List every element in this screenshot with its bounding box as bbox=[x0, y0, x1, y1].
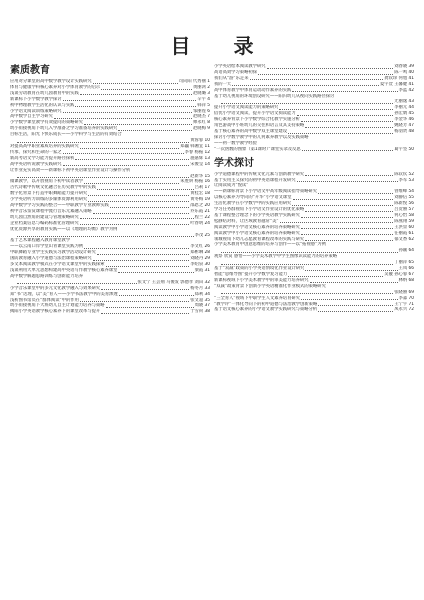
toc-entry-page: 16 bbox=[204, 179, 210, 185]
toc-entry-title: 观察 欣赏 感悟——小学美术教学中学生图像识读能力的培养策略 bbox=[214, 254, 338, 260]
toc-entry-page: 70 bbox=[408, 295, 414, 301]
toc-entry-author: 杨冬月 bbox=[190, 285, 204, 291]
toc-entry-author-page bbox=[195, 233, 210, 239]
toc-entry-author-page bbox=[394, 129, 414, 135]
toc-entry-page: 10 bbox=[204, 138, 210, 144]
toc-entry-title: 以核心素养为导向的“升华”小学语文课堂 bbox=[214, 195, 292, 201]
toc-entry-author: 赵新华 bbox=[190, 173, 204, 179]
toc-entry-title: 基于课程整合理念下的小学英语教学实践研究 bbox=[214, 212, 300, 218]
toc-entry-page: 6 bbox=[207, 108, 210, 114]
toc-entry-author: 杨羽贤 bbox=[394, 128, 408, 134]
toc-dot-leader bbox=[84, 120, 192, 125]
toc-entry-author: 李蓝 bbox=[398, 87, 408, 93]
toc-entry-page: 20 bbox=[204, 203, 210, 209]
toc-entry-page: 41 bbox=[408, 81, 414, 87]
toc-entry-page: 48 bbox=[408, 128, 414, 134]
toc-entry-title: 新课标视域下小学美术教学中的审美能力培养研究 bbox=[214, 277, 309, 283]
toc-dot-leader bbox=[250, 76, 384, 81]
toc-dot-leader bbox=[305, 123, 393, 128]
toc-entry[interactable] bbox=[214, 147, 414, 153]
toc-dot-leader bbox=[293, 195, 394, 200]
toc-entry-page: 22 bbox=[204, 214, 210, 220]
toc-entry-title: 小学道德课程中的传统文化元素与创新教学研究 bbox=[214, 171, 305, 177]
toc-entry-page: 29 bbox=[204, 256, 210, 262]
toc-entry-author: 王洪显 bbox=[394, 224, 408, 230]
toc-entry-title: 优化资源共享的教育实践——以《地理的均衡》教学为例 bbox=[10, 226, 118, 232]
toc-dot-leader bbox=[80, 221, 190, 226]
toc-dot-leader bbox=[310, 278, 398, 283]
toc-dot-leader bbox=[110, 203, 189, 208]
toc-entry-author: 孙颖 bbox=[398, 248, 408, 254]
toc-entry-title: 高中数学解题思路训练与创新能力培养 bbox=[10, 273, 84, 279]
toc-dot-leader bbox=[301, 213, 393, 218]
toc-entry-title: 幼小衔接视角下幼儿入学准备之学习准备培养的实践研究 bbox=[10, 126, 118, 132]
toc-dot-leader bbox=[119, 292, 194, 297]
toc-entry-page: 72 bbox=[408, 307, 414, 313]
toc-entry-title: 学习任务群视角下小学语文作业设计的优化策略 bbox=[214, 207, 305, 213]
toc-entry-title: 基于幼儿视角的环境创设研究——阳归幼儿从视向实践路径探讨 bbox=[214, 93, 335, 99]
toc-dot-leader bbox=[305, 237, 393, 242]
toc-entry-page: 55 bbox=[408, 195, 414, 201]
toc-entry-page: 39 bbox=[408, 64, 414, 69]
toc-dot-leader bbox=[305, 266, 397, 271]
toc-entry-page: 5 bbox=[207, 102, 210, 108]
toc-entry-page: 37 bbox=[204, 303, 210, 309]
toc-entry-page: 57 bbox=[408, 207, 414, 213]
toc-dot-leader bbox=[288, 129, 393, 134]
toc-entry-page: 17 bbox=[204, 185, 210, 191]
toc-dot-leader bbox=[80, 91, 192, 96]
toc-entry-title: 微课教学，以开放视角下初中读者教学 bbox=[10, 179, 84, 185]
toc-entry-author: 李文红 bbox=[190, 244, 204, 250]
toc-entry-title: 高中体育教学中体育运动动作素养的实践 bbox=[214, 87, 292, 93]
toc-entry-author: 李茂 bbox=[194, 232, 204, 238]
toc-entry-author-page bbox=[399, 178, 414, 184]
toc-entry-page: 34 bbox=[204, 291, 210, 297]
left-entry-list bbox=[10, 79, 210, 315]
toc-dot-leader bbox=[267, 64, 394, 69]
toc-entry-author: 王宁宇 bbox=[394, 301, 408, 307]
toc-dot-leader bbox=[101, 286, 189, 291]
toc-entry-title: 体育与健康学科核心素养对小学体育教学的启示 bbox=[10, 84, 101, 90]
toc-entry-author: 郑巍 韩湘宜 bbox=[180, 143, 204, 149]
toc-dot-leader bbox=[63, 150, 184, 155]
toc-entry-title: 小学数学课堂教学有效提问的策略研究 bbox=[10, 120, 84, 126]
toc-entry-title: 目标生活，阳光下快乐成长——小学科学与生活的有效结合 bbox=[10, 132, 122, 138]
toc-entry-page: 2 bbox=[207, 84, 210, 90]
toc-entry-title: 小学英语听力训练的多媒体资源利用研究 bbox=[10, 197, 88, 203]
toc-entry-title: 浅谈劳动教育在幼儿园教育中的实践 bbox=[10, 90, 79, 96]
section-heading-academic-discussion: 学术探讨 bbox=[214, 157, 254, 169]
toc-dot-leader bbox=[318, 307, 393, 312]
toc-dot-leader bbox=[101, 309, 189, 314]
toc-entry-author-page bbox=[399, 278, 414, 284]
toc-entry-author: 吕贺丽 bbox=[394, 207, 408, 213]
toc-entry-page: 15 bbox=[204, 173, 210, 179]
toc-entry-author: 施嘉辉 bbox=[190, 155, 204, 161]
toc-dot-leader bbox=[297, 111, 394, 116]
toc-entry-author: 孙宏婧 bbox=[394, 111, 408, 117]
toc-entry-author: 龚钦珍 何旭 bbox=[384, 75, 408, 81]
toc-entry-author: 梁霞 bbox=[194, 268, 204, 273]
right-column bbox=[214, 64, 414, 313]
toc-dot-leader bbox=[80, 144, 180, 149]
toc-dot-leader bbox=[17, 280, 137, 285]
toc-entry-author: 张文超 bbox=[190, 297, 204, 303]
toc-entry-author: 陈钦钦 bbox=[394, 171, 408, 177]
toc-entry-author: 帅永红 bbox=[193, 120, 206, 126]
toc-entry-author-page bbox=[399, 88, 414, 94]
toc-entry-title: 新课标下小学数学教学探讨 bbox=[10, 96, 62, 102]
toc-entry-title: 角色游戏中小班幼儿的交往和语言及其支持策略 bbox=[214, 123, 305, 129]
toc-entry-page: 38 bbox=[204, 309, 210, 315]
toc-entry-title: 基于艺术课程融入教育课堂教学 bbox=[10, 238, 71, 244]
toc-dot-leader bbox=[318, 189, 393, 194]
toc-entry-author: 尤丽逸 bbox=[394, 99, 408, 105]
toc-entry-title: “三全育人”视域下中职学生人文素养培育研究 bbox=[214, 295, 301, 301]
toc-entry-title: 企业档案信息与编码标准化管理研究 bbox=[10, 220, 79, 226]
toc-entry-page: 18 bbox=[204, 191, 210, 197]
toc-entry-author: 邵恩之 bbox=[190, 203, 204, 209]
toc-entry-page: 50 bbox=[408, 146, 414, 152]
toc-dot-leader bbox=[80, 298, 189, 303]
section-heading-quality-education: 素质教育 bbox=[10, 65, 50, 76]
toc-entry-page: 58 bbox=[408, 212, 414, 218]
toc-entry-title: 核心素养背景下小学数学综合化教学实施分析 bbox=[214, 117, 300, 123]
toc-entry-page: 7 bbox=[207, 114, 210, 120]
toc-entry-author: 李淼 bbox=[398, 295, 408, 301]
toc-entry-page: 44 bbox=[408, 105, 414, 111]
toc-entry-title: 探讨小学数学教学中的几何素养教学以及实践策略 bbox=[214, 134, 309, 140]
toc-entry-author: 黄桂宏 bbox=[190, 191, 204, 197]
toc-entry-author: 刘静信 bbox=[394, 195, 408, 201]
toc-entry-page: 64 bbox=[408, 248, 414, 254]
toc-entry-author-page bbox=[394, 307, 414, 313]
toc-dot-leader bbox=[221, 290, 393, 295]
toc-dot-leader bbox=[288, 272, 383, 277]
toc-entry-title: 高中数学自主学习研究 bbox=[10, 114, 53, 120]
toc-entry-author: 宋俊莹 bbox=[190, 161, 204, 167]
toc-entry-author: 何心怡 bbox=[394, 212, 408, 218]
toc-entry-page: 14 bbox=[204, 161, 210, 167]
toc-entry-author: 邹丽莲 bbox=[193, 108, 206, 114]
toc-entry-page: 25 bbox=[204, 232, 210, 238]
toc-entry-page: 60 bbox=[408, 224, 414, 230]
toc-entry[interactable] bbox=[10, 309, 210, 315]
toc-dot-leader bbox=[221, 248, 398, 253]
toc-entry-author: 陈燕翔 bbox=[394, 218, 408, 224]
toc-dot-leader bbox=[232, 82, 379, 87]
toc-entry-page: 40 bbox=[408, 69, 414, 75]
toc-entry-title: ——新课标背景下小学语文中高年级阅读指导策略研究 bbox=[214, 189, 318, 195]
toc-entry-author: 赵晓梅 bbox=[193, 126, 206, 132]
toc-entry-title: 新高考语文学习能力提升路径探析 bbox=[10, 155, 75, 161]
toc-entry-title: 阅读教学中小学语文核心素养的培养策略研究 bbox=[214, 224, 300, 230]
toc-dot-leader bbox=[305, 172, 393, 177]
toc-entry-page: 24 bbox=[204, 220, 210, 226]
toc-dot-leader bbox=[93, 209, 190, 214]
toc-entry-title: 我们从“游”乐走来 bbox=[214, 75, 249, 81]
toc-entry-author-page bbox=[394, 237, 414, 243]
toc-dot-leader bbox=[279, 105, 393, 110]
toc-dot-leader bbox=[54, 114, 192, 119]
toc-entry-title: 高中数学学习实践的整合——中职教学专业教师实践 bbox=[10, 203, 109, 209]
toc-entry-author-page bbox=[399, 248, 414, 254]
toc-entry-author: 张晓丽 bbox=[394, 289, 408, 295]
toc-entry-title: 高中英语听说教学实践研究 bbox=[10, 161, 62, 167]
toc-entry-title: 中职舞蹈专业学生实践实习教学活动设计研究 bbox=[10, 250, 96, 256]
toc-entry-page: 32 bbox=[204, 279, 210, 285]
toc-entry-page: 4 bbox=[207, 96, 210, 102]
toc-dot-leader bbox=[75, 156, 189, 161]
toc-entry-author: 乔东霞 bbox=[190, 208, 204, 214]
toc-dot-leader bbox=[17, 233, 194, 238]
toc-entry-author: 辛宇 bbox=[197, 96, 206, 102]
toc-entry-author: 赵晓璐 bbox=[193, 90, 206, 96]
toc-entry-page: 35 bbox=[204, 297, 210, 303]
toc-entry-page: 13 bbox=[204, 155, 210, 161]
toc-dot-leader bbox=[88, 191, 189, 196]
toc-entry-title: 国防教育融入小学道德与法治课程策略研究 bbox=[10, 256, 92, 262]
toc-entry-author: 李春 杨振 bbox=[184, 149, 204, 155]
toc-entry-page: 62 bbox=[408, 236, 414, 242]
toc-dot-leader bbox=[118, 126, 192, 131]
toc-entry-author: 赵晓杰 bbox=[193, 114, 206, 120]
toc-entry-title: 小学音乐课堂中的多元文化教学融入与效果研究 bbox=[10, 285, 101, 291]
toc-dot-leader bbox=[93, 79, 178, 84]
left-column bbox=[10, 64, 210, 315]
toc-entry-page: 65 bbox=[408, 260, 414, 266]
toc-entry-page: 19 bbox=[204, 197, 210, 203]
toc-entry-page: 30 bbox=[204, 262, 210, 268]
toc-entry-page: 52 bbox=[408, 171, 414, 177]
toc-entry-page: 45 bbox=[408, 111, 414, 117]
toc-dot-leader bbox=[280, 219, 394, 224]
toc-entry-title: 让作业充实高效——新课标下初中英语课堂作业设计与操作分析 bbox=[10, 167, 131, 173]
toc-entry-author-page bbox=[394, 147, 414, 153]
toc-entry-title: 传承、探究和生命的一家之 bbox=[10, 149, 62, 155]
toc-entry-author-page bbox=[193, 126, 210, 132]
toc-dot-leader bbox=[118, 268, 193, 273]
toc-dot-leader bbox=[88, 197, 189, 202]
toc-dot-leader bbox=[106, 303, 194, 308]
toc-entry-page: 71 bbox=[408, 301, 414, 307]
toc-dot-leader bbox=[301, 231, 393, 236]
toc-entry-title: 初中物理教学生活化的认识与实践 bbox=[10, 102, 75, 108]
toc-entry-page: 1 bbox=[207, 79, 210, 84]
toc-entry-title: 提升小学语文阅读能力的策略研究 bbox=[214, 105, 279, 111]
toc-entry-author: 凤永兴 bbox=[394, 307, 408, 313]
toc-entry-author: 林纳 bbox=[398, 277, 408, 283]
toc-entry-author: 黄蓉蓉 bbox=[190, 138, 204, 144]
toc-dot-leader bbox=[318, 302, 393, 307]
toc-entry-page: 59 bbox=[408, 218, 414, 224]
toc-entry-page: 31 bbox=[204, 268, 210, 273]
toc-entry-author: 王凤 bbox=[398, 266, 408, 272]
toc-entry-author: 郑彬琳 bbox=[190, 250, 204, 256]
toc-entry-page: 11 bbox=[204, 143, 210, 149]
toc-entry-author: 任丽霞 bbox=[394, 230, 408, 236]
toc-entry-author-page bbox=[190, 309, 210, 315]
toc-entry-author: 周晓 bbox=[194, 303, 204, 309]
toc-entry-title: 数字化背景下打造中职舞蹈能力提升研究 bbox=[10, 191, 88, 197]
toc-dot-leader bbox=[301, 117, 393, 122]
toc-entry-author: 黄冬梅 bbox=[190, 197, 204, 203]
toc-dot-leader bbox=[80, 215, 194, 220]
toc-dot-leader bbox=[75, 103, 196, 108]
toc-dot-leader bbox=[258, 70, 393, 75]
toc-entry-author: 黄丽鸿 bbox=[193, 84, 206, 90]
toc-entry-title: 浅析图书馆员在“群体阅读”中的作用 bbox=[10, 297, 79, 303]
toc-entry-title: 幼小衔接视角下大班幼儿自主计划能力培养与策略 bbox=[10, 303, 105, 309]
toc-entry-author: 韩萍 bbox=[197, 102, 206, 108]
toc-entry-title: “双减”政策背景下创新小学英语精准化作业模式的策略研究 bbox=[214, 283, 326, 289]
toc-entry[interactable] bbox=[214, 307, 414, 313]
toc-entry-page: 41 bbox=[408, 75, 414, 81]
toc-entry-page: 66 bbox=[408, 266, 414, 272]
toc-dot-leader bbox=[84, 179, 179, 184]
toc-entry-page: 56 bbox=[408, 201, 414, 207]
toc-entry-title: 我的一天 bbox=[214, 81, 232, 87]
toc-entry-page: 3 bbox=[207, 90, 210, 96]
toc-entry-title: ——初一数学教学经验 bbox=[214, 140, 257, 146]
toc-entry-page: 21 bbox=[204, 208, 210, 214]
toc-dot-leader bbox=[97, 250, 189, 255]
toc-entry-title: 高语高效学习策略初探 bbox=[214, 69, 257, 75]
toc-dot-leader bbox=[63, 162, 190, 167]
toc-entry-author: 陈新悦 bbox=[394, 201, 408, 207]
toc-entry-title: 小学语文阅读训练策略研究 bbox=[10, 108, 62, 114]
toc-entry-title: 生活化教学在小学数学中的实践应用研究 bbox=[214, 201, 292, 207]
toc-entry-title: 基于语文核心素养的小学语文教学实践研究与策略分析 bbox=[214, 307, 318, 313]
toc-entry-page: 8 bbox=[207, 120, 210, 126]
toc-dot-leader bbox=[292, 88, 397, 93]
toc-entry-title: 浅谈利用大单元思想构建高中英语写作教学核心素养课堂 bbox=[10, 268, 118, 273]
toc-entry-title: 揭阳小学英语教学核心素养下的课堂改革与提升 bbox=[10, 309, 101, 315]
toc-dot-leader bbox=[93, 256, 190, 261]
toc-entry-author: 郑利 bbox=[194, 291, 204, 297]
toc-dot-leader bbox=[297, 178, 398, 183]
toc-entry-page: 54 bbox=[408, 189, 414, 195]
toc-entry-title: 初中音乐鉴赏课程中流行音乐元素融入策略 bbox=[10, 208, 92, 214]
toc-entry-title: 小学英语绘本阅读教学研究 bbox=[214, 64, 266, 69]
toc-entry-page: 33 bbox=[204, 285, 210, 291]
toc-entry-author: 张文宁 王芸翔 马俊发 郭德孝 刘田 bbox=[137, 279, 204, 285]
toc-entry-author: 刘春晓 bbox=[394, 64, 408, 69]
toc-entry-author: 司向阳 代秀丽 bbox=[178, 79, 206, 84]
toc-entry-author: 程兰 bbox=[194, 214, 204, 220]
toc-entry-author: 吕莉 bbox=[194, 185, 204, 191]
toc-entry-title: “教学评”一体化导向下的初中道德与法治教学创新策略 bbox=[214, 301, 318, 307]
toc-entry-author: 李绍泉 bbox=[190, 262, 204, 268]
toc-entry-author: 叶春明 bbox=[190, 220, 204, 226]
toc-entry-page: 28 bbox=[204, 250, 210, 256]
toc-entry-author: 于雪荷 bbox=[190, 309, 204, 315]
toc-entry-title: ——以云南口岸学堂山青课堂实践为例 bbox=[10, 244, 84, 250]
toc-dot-leader bbox=[305, 207, 393, 212]
toc-entry-title: “一次函数的图象（第1课时）”课堂实录及反思 bbox=[214, 146, 301, 152]
toc-entry-page: 43 bbox=[408, 99, 414, 105]
toc-dot-leader bbox=[63, 109, 192, 114]
toc-dot-leader bbox=[292, 201, 393, 206]
toc-entry-title: 基于核心素养的高中数学双主课堂建设 bbox=[214, 128, 288, 134]
toc-dot-leader bbox=[101, 85, 192, 90]
toc-entry-title: 应用对分课堂的高中数学教学设计实践研究 bbox=[10, 79, 92, 84]
toc-dot-leader bbox=[221, 99, 393, 104]
toc-entry-title: 基于实用主义探究的初中英语课程开发研究 bbox=[214, 177, 296, 183]
toc-dot-leader bbox=[301, 225, 393, 230]
page-title: 目 录 bbox=[170, 34, 272, 58]
toc-entry-page: 53 bbox=[408, 177, 414, 183]
toc-entry-title: 领城视角下幼儿志愿教育课程改革的实践与研究 bbox=[214, 236, 305, 242]
toc-entry-author: 葛宇坚 bbox=[394, 146, 408, 152]
toc-entry-author-page bbox=[190, 162, 210, 168]
toc-dot-leader bbox=[301, 296, 397, 301]
toc-dot-leader bbox=[106, 262, 190, 267]
toc-entry-author-page bbox=[195, 268, 210, 274]
toc-entry-title: 古代诗歌中传统文化融合在历史教学中的实践 bbox=[10, 185, 96, 191]
toc-entry-author: 李丽元 bbox=[394, 105, 408, 111]
toc-dot-leader bbox=[84, 244, 189, 249]
toc-entry-title: 小学美术教育中创意思维的培养与创作——以“拓视感”为例 bbox=[214, 242, 326, 248]
toc-entry-author: 李金华 bbox=[394, 117, 408, 123]
toc-entry-page: 67 bbox=[408, 272, 414, 277]
toc-entry-title: 多文本阅读教学模式在小学语文课堂中的实践探索 bbox=[10, 262, 105, 268]
toc-entry-title: 智能“思维导图”提升小学数学复习能力 bbox=[214, 272, 288, 277]
right-entry-list-bottom bbox=[214, 172, 414, 314]
toc-entry-author: 吴靓 孙心蓉 bbox=[384, 272, 408, 277]
toc-entry-author: 郁文香 bbox=[394, 236, 408, 242]
toc-entry-page: 42 bbox=[408, 87, 414, 93]
toc-entry-title: 借优小学语文阅读，提升小学语文阅读能力 bbox=[214, 111, 296, 117]
toc-dot-leader bbox=[17, 138, 189, 143]
toc-entry-title: 阅读教学中小学语文核心素养的培养策略研究 bbox=[214, 230, 300, 236]
toc-entry-author: 刘晓丹 bbox=[190, 256, 204, 262]
toc-entry-author: 姚晓芳 bbox=[394, 123, 408, 129]
right-entry-list-top bbox=[214, 64, 414, 153]
toc-entry-title: 幼儿园自然角的建设与管理策略研究 bbox=[10, 214, 79, 220]
toc-entry-author: 朱胜妍 杨振 bbox=[180, 179, 204, 185]
toc-entry-author: 李军 bbox=[398, 177, 408, 183]
toc-entry-page: 61 bbox=[408, 230, 414, 236]
toc-entry-page: 47 bbox=[408, 123, 414, 129]
toc-entry-title: 松静结对料，让区域教育越常“美” bbox=[214, 218, 279, 224]
toc-entry-author: 夏宇萱 王馨婕 bbox=[380, 81, 408, 87]
toc-entry-page: 68 bbox=[408, 277, 414, 283]
toc-entry-author: 丁丽萍 bbox=[394, 260, 408, 266]
toc-entry-title: 知“书”达理，以“美”育人——小学书法教学中的美育渗透 bbox=[10, 291, 118, 297]
toc-entry-title: 基于“双减”政策的小学英语情境化作业设计研究 bbox=[214, 266, 305, 272]
toc-entry-page: 9 bbox=[207, 126, 210, 132]
toc-entry-title: 对提高高中职业素质培养的实践研究 bbox=[10, 143, 79, 149]
toc-dot-leader bbox=[302, 147, 394, 152]
toc-entry-author: 陈一鸣 bbox=[394, 69, 408, 75]
toc-dot-leader bbox=[63, 97, 197, 102]
toc-entry-page: 12 bbox=[204, 149, 210, 155]
toc-dot-leader bbox=[221, 260, 393, 265]
toc-entry-author-page bbox=[190, 221, 210, 227]
toc-dot-leader bbox=[17, 174, 189, 179]
toc-entry-author: 曾维峰 bbox=[394, 189, 408, 195]
toc-entry-page: 69 bbox=[408, 289, 414, 295]
toc-dot-leader bbox=[97, 185, 194, 190]
toc-entry-page: 26 bbox=[204, 244, 210, 250]
toc-entry-title: 让阅读成为“悦读” bbox=[214, 183, 249, 189]
toc-entry-page: 46 bbox=[408, 117, 414, 123]
